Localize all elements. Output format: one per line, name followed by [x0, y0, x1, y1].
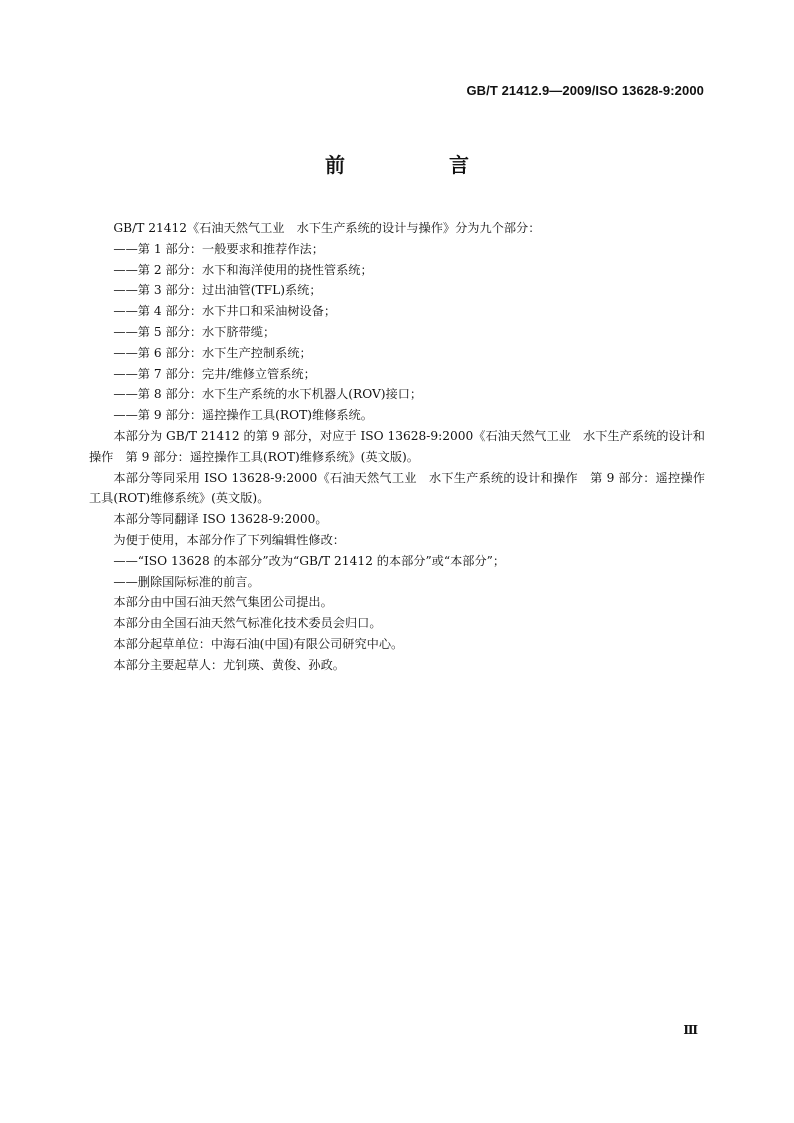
centralized-by-paragraph: 本部分由全国石油天然气标准化技术委员会归口。 — [113, 616, 382, 631]
list-item: ——第 4 部分：水下井口和采油树设备； — [113, 304, 337, 319]
list-item: ——删除国际标准的前言。 — [113, 574, 260, 589]
list-item: ——第 8 部分：水下生产系统的水下机器人(ROV)接口； — [113, 387, 423, 402]
correspondence-paragraph: 本部分为 GB/T 21412 的第 9 部分，对应于 ISO 13628-9:2000《石油天然气工业 水下生产系统的设计和操作 第 9 部分：遥控操作工具(ROT)维修系统》(英文版)。 — [89, 428, 705, 464]
adoption-paragraph: 本部分等同采用 ISO 13628-9:2000《石油天然气工业 水下生产系统的设计和操作 第 9 部分：遥控操作工具(ROT)维修系统》(英文版)。 — [89, 470, 705, 506]
drafters-paragraph: 本部分主要起草人：尤钊瑛、黄俊、孙政。 — [113, 657, 345, 672]
standard-code-header: GB/T 21412.9—2009/ISO 13628-9:2000 — [466, 83, 704, 98]
list-item: ——第 2 部分：水下和海洋使用的挠性管系统； — [113, 262, 373, 277]
list-item: ——第 5 部分：水下脐带缆； — [113, 324, 276, 339]
list-item: ——“ISO 13628 的本部分”改为“GB/T 21412 的本部分”或“本部分”； — [113, 553, 506, 568]
list-item: ——第 6 部分：水下生产控制系统； — [113, 345, 312, 360]
list-item: ——第 7 部分：完井/维修立管系统； — [113, 366, 316, 381]
intro-paragraph: GB/T 21412《石油天然气工业 水下生产系统的设计与操作》分为九个部分： — [113, 221, 541, 235]
proposed-by-paragraph: 本部分由中国石油天然气集团公司提出。 — [113, 595, 333, 610]
list-item: ——第 9 部分：遥控操作工具(ROT)维修系统。 — [113, 408, 373, 423]
edits-list — [89, 551, 705, 593]
foreword-body — [89, 218, 705, 676]
list-item: ——第 1 部分：一般要求和推荐作法； — [113, 241, 324, 256]
page-number: Ⅲ — [683, 1023, 698, 1037]
edits-intro-paragraph: 为便于使用，本部分作了下列编辑性修改： — [113, 532, 345, 547]
parts-list — [89, 239, 705, 426]
drafting-unit-paragraph: 本部分起草单位：中海石油(中国)有限公司研究中心。 — [113, 636, 404, 651]
list-item: ——第 3 部分：过出油管(TFL)系统； — [113, 283, 322, 298]
translation-paragraph: 本部分等同翻译 ISO 13628-9:2000。 — [113, 512, 328, 527]
page-title: 前 言 — [325, 153, 511, 177]
